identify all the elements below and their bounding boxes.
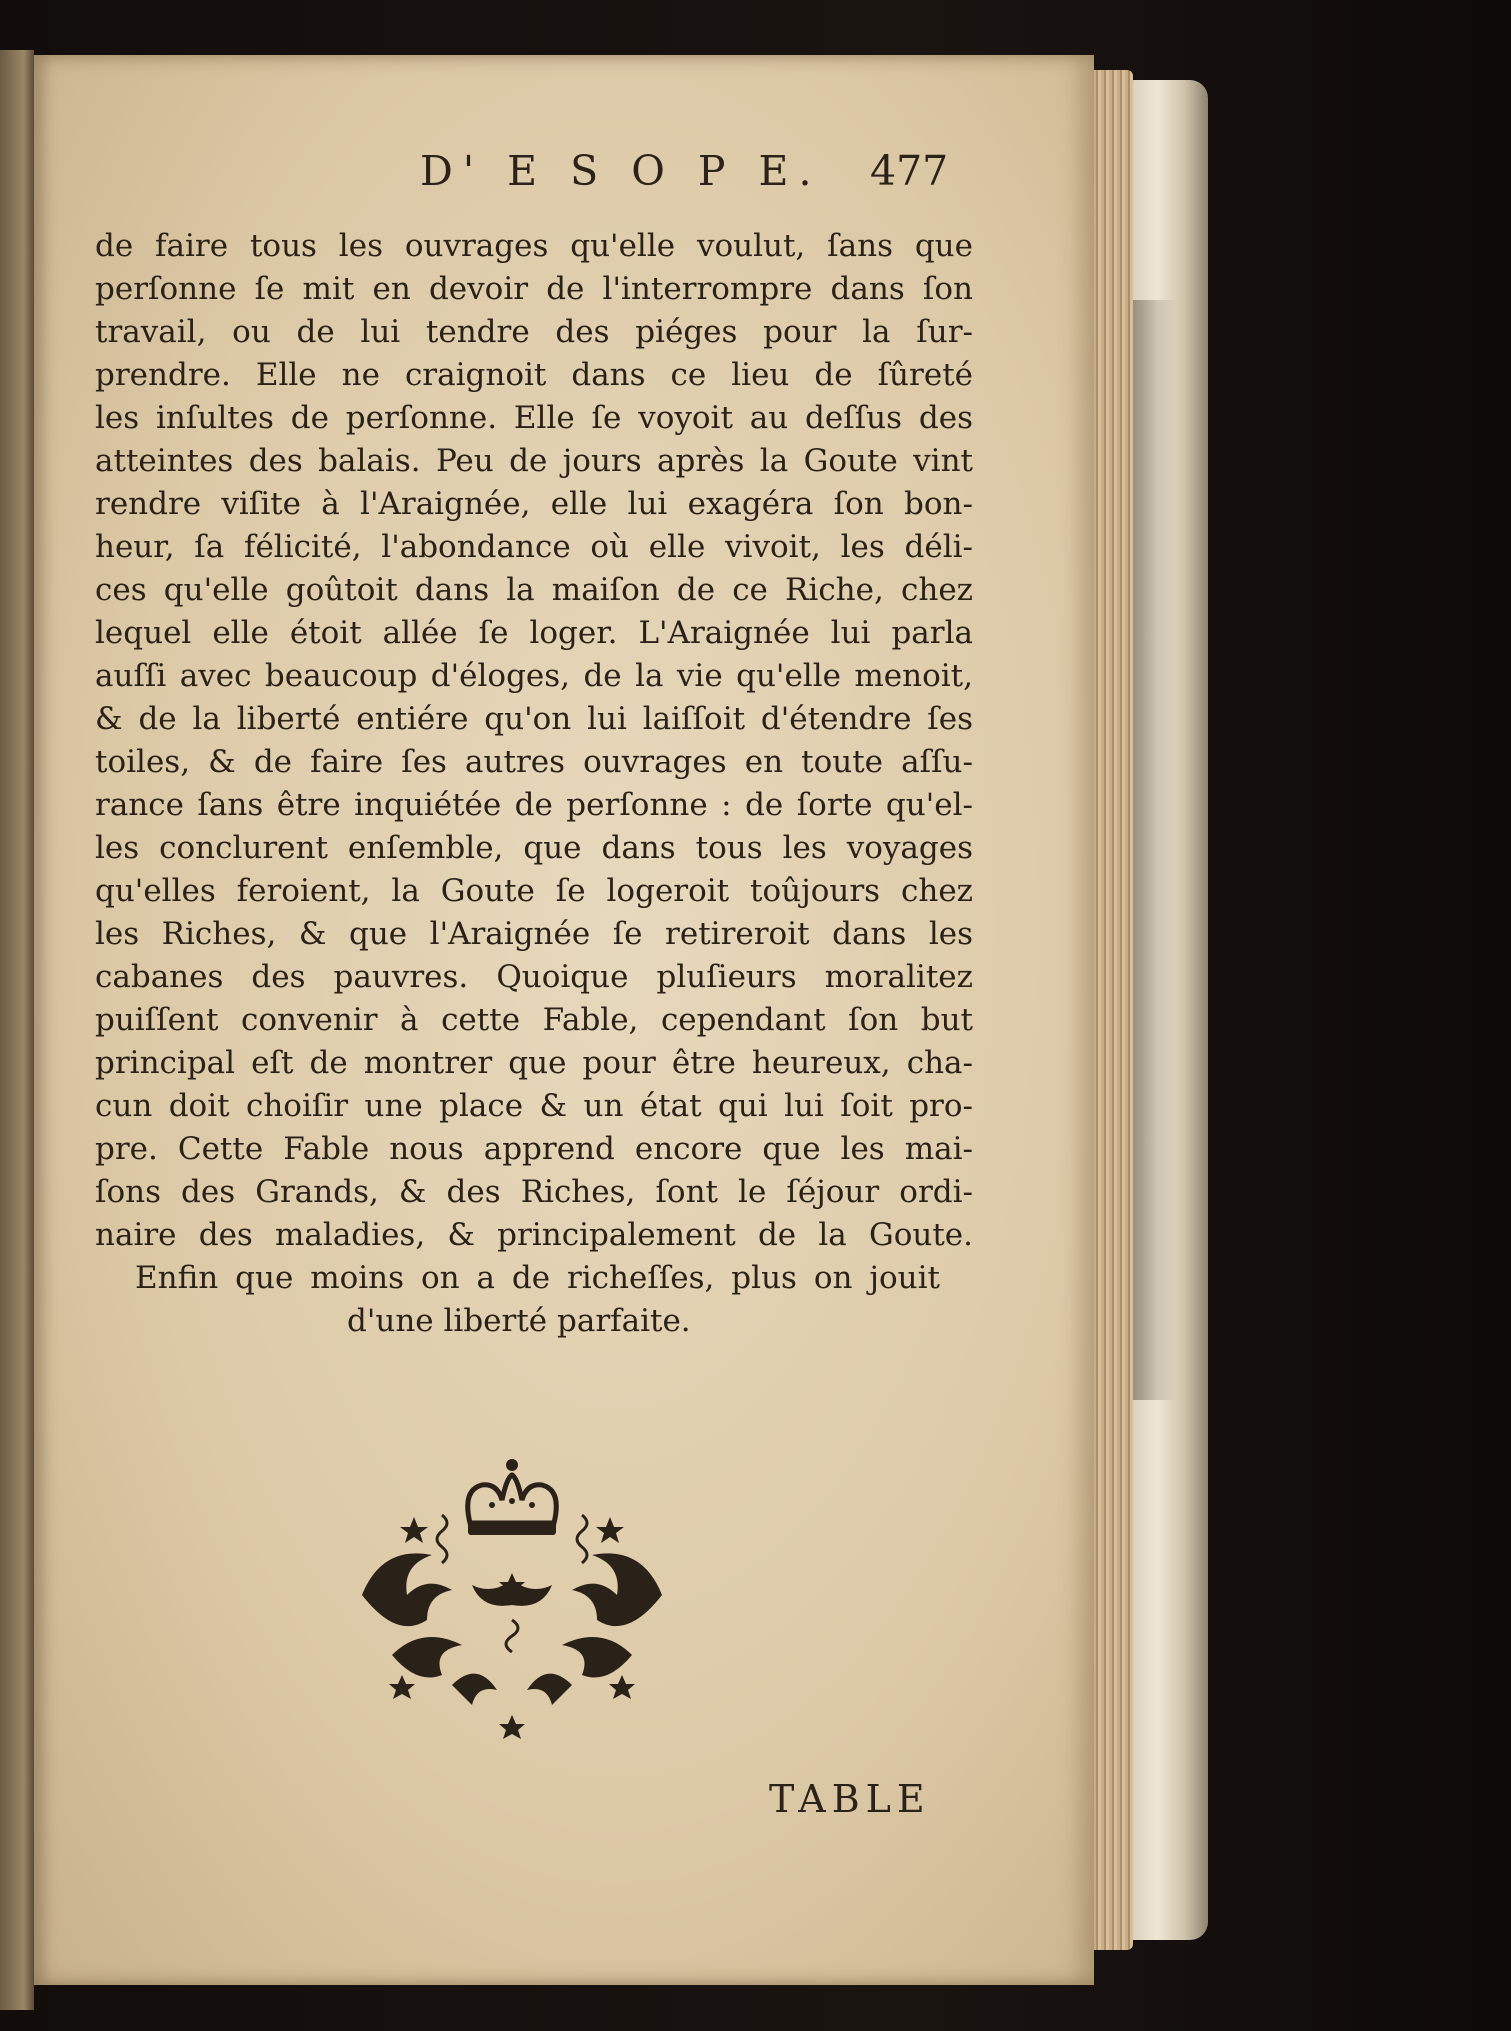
text-line: les inſultes de perſonne. Elle ſe voyoit au deſſus des [95,400,973,436]
text-line: travail, ou de lui tendre des piéges pour la ſur- [95,314,973,350]
text-line: atteintes des balais. Peu de jours après la Goute vint [95,443,973,479]
text-line: & de la liberté entiére qu'on lui laiſſoit d'étendre ſes [95,701,973,737]
crown-fleuron-ornament-icon [352,1455,672,1755]
text-line: cun doit choiſir une place & un état qui lui ſoit pro- [95,1088,973,1124]
text-line: les Riches, & que l'Araignée ſe retireroit dans les [95,916,973,952]
text-line: auſſi avec beaucoup d'éloges, de la vie qu'elle menoit, [95,658,973,694]
text-line: ces qu'elle goûtoit dans la maiſon de ce Riche, chez [95,572,973,608]
text-line: principal eſt de montrer que pour être heureux, cha- [95,1045,973,1081]
catchword: TABLE [769,1777,931,1821]
text-line: ſons des Grands, & des Riches, ſont le ſéjour ordi- [95,1174,973,1210]
cover-shadow [1130,300,1176,1400]
text-line: qu'elles feroient, la Goute ſe logeroit toûjours chez [95,873,973,909]
text-line-final: d'une liberté parfaite. [347,1303,691,1339]
text-line: Enfin que moins on a de richeſſes, plus on jouit [135,1260,940,1296]
running-head: D' E S O P E. [420,147,822,195]
book-page [34,55,1094,1985]
text-line: les conclurent enſemble, que dans tous les voyages [95,830,973,866]
text-line: rance ſans être inquiétée de perſonne : de ſorte qu'el- [95,787,973,823]
page-number: 477 [870,147,949,195]
text-line: pre. Cette Fable nous apprend encore que les mai- [95,1131,973,1167]
text-line: de faire tous les ouvrages qu'elle voulut, ſans que [95,228,973,264]
text-line: perſonne ſe mit en devoir de l'interrompre dans ſon [95,271,973,307]
text-line: toiles, & de faire ſes autres ouvrages en toute aſſu- [95,744,973,780]
text-line: lequel elle étoit allée ſe loger. L'Araignée lui parla [95,615,973,651]
previous-page-edge [0,50,34,2010]
text-line: naire des maladies, & principalement de la Goute. [95,1217,973,1253]
text-line: cabanes des pauvres. Quoique pluſieurs moralitez [95,959,973,995]
text-line: heur, ſa félicité, l'abondance où elle vivoit, les déli- [95,529,973,565]
body-text [95,225,973,1343]
text-line: prendre. Elle ne craignoit dans ce lieu de ſûreté [95,357,973,393]
text-line: rendre viſite à l'Araignée, elle lui exagéra ſon bon- [95,486,973,522]
crown-icon [468,1459,557,1535]
text-line: puiſſent convenir à cette Fable, cependant ſon but [95,1002,973,1038]
